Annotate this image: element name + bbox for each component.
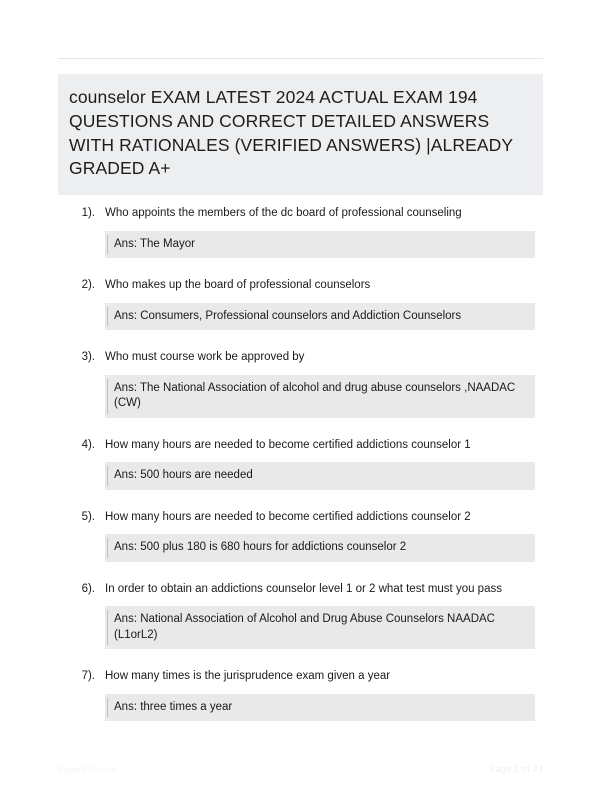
question-row bbox=[0, 206, 606, 222]
question-text: How many hours are needed to become certified addictions counselor 1 bbox=[105, 438, 471, 451]
question-number: 6). bbox=[81, 582, 95, 595]
question-row bbox=[0, 510, 606, 526]
question-number: 1). bbox=[81, 207, 95, 219]
question-answer-item bbox=[0, 582, 606, 650]
page-footer bbox=[0, 764, 606, 778]
question-row bbox=[0, 278, 606, 294]
question-row bbox=[0, 669, 606, 685]
question-answer-item bbox=[0, 278, 606, 330]
question-number: 5). bbox=[81, 510, 95, 523]
answer-box: Ans: 500 hours are needed bbox=[105, 462, 535, 490]
question-answer-list bbox=[0, 206, 606, 741]
question-number: 4). bbox=[81, 438, 95, 451]
answer-box: Ans: The National Association of alcohol and drug abuse counselors ,NAADAC (CW) bbox=[105, 375, 535, 418]
answer-box: Ans: three times a year bbox=[105, 694, 535, 722]
question-text: Who appoints the members of the dc board of professional counseling bbox=[105, 207, 462, 219]
question-text: Who must course work be approved by bbox=[105, 351, 305, 364]
answer-box: Ans: 500 plus 180 is 680 hours for addictions counselor 2 bbox=[105, 534, 535, 562]
question-answer-item bbox=[0, 669, 606, 721]
question-row bbox=[0, 350, 606, 366]
question-row bbox=[0, 438, 606, 454]
question-number: 7). bbox=[81, 670, 95, 683]
question-answer-item bbox=[0, 510, 606, 562]
page-number-label: Page 1 of 23 bbox=[489, 764, 543, 774]
watermark-label: PaperStic.com bbox=[58, 764, 116, 774]
answer-box: Ans: Consumers, Professional counselors and Addiction Counselors bbox=[105, 303, 535, 331]
question-row bbox=[0, 582, 606, 598]
answer-box: Ans: National Association of Alcohol and Drug Abuse Counselors NAADAC (L1orL2) bbox=[105, 606, 535, 649]
question-text: In order to obtain an addictions counselor level 1 or 2 what test must you pass bbox=[105, 582, 502, 595]
question-text: How many times is the jurisprudence exam given a year bbox=[105, 670, 391, 683]
question-answer-item bbox=[0, 438, 606, 490]
question-answer-item bbox=[0, 206, 606, 258]
question-number: 2). bbox=[81, 279, 95, 292]
question-number: 3). bbox=[81, 351, 95, 364]
question-answer-item bbox=[0, 350, 606, 418]
header-rule bbox=[58, 58, 543, 59]
answer-box: Ans: The Mayor bbox=[105, 231, 535, 259]
question-text: Who makes up the board of professional counselors bbox=[105, 279, 371, 292]
question-text: How many hours are needed to become certified addictions counselor 2 bbox=[105, 510, 471, 523]
document-title: counselor EXAM LATEST 2024 ACTUAL EXAM 194 QUESTIONS AND CORRECT DETAILED ANSWERS WITH RATIONALES (VERIFIED ANSWERS) |ALREADY GRADED A+ bbox=[58, 74, 543, 195]
